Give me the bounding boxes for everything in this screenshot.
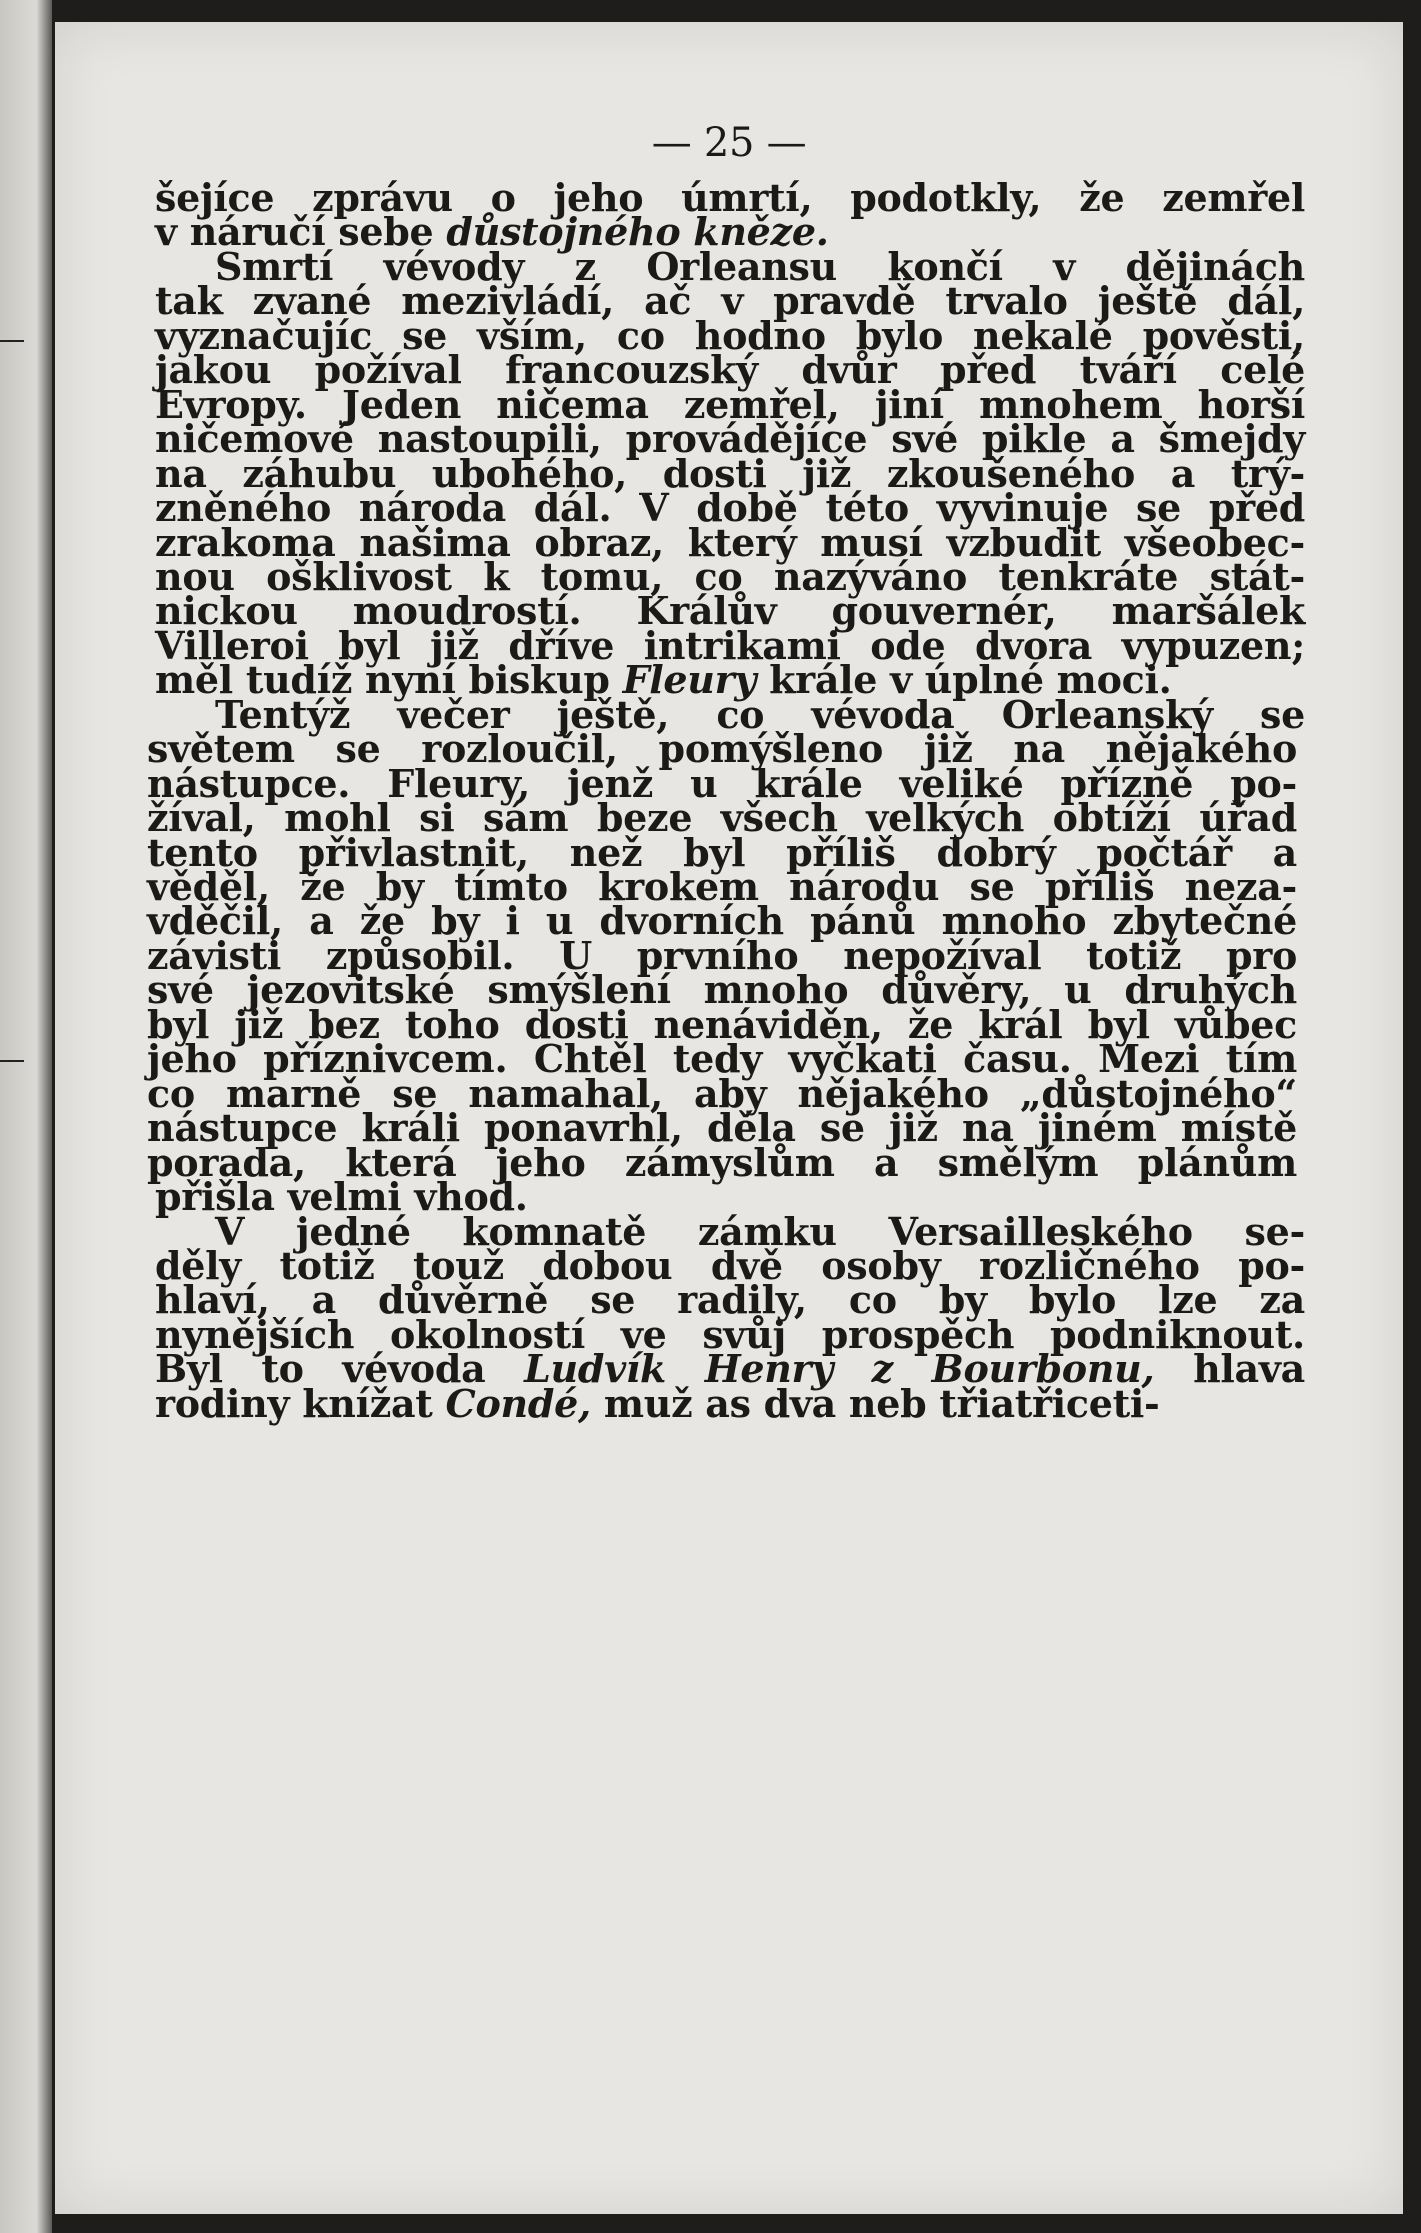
line-text: závisti způsobil. U prvního nepožíval totiž pro [147,933,1297,978]
text-line [155,1380,1305,1428]
line-text: V jedné komnatě zámku Versailleského se- [215,1209,1305,1254]
margin-mark [0,1060,24,1062]
italic-text: Fleury [622,657,757,702]
line-text: na záhubu ubohého, dosti již zkoušeného a trý- [155,451,1305,496]
line-text: nástupce králi ponavrhl, děla se již na jiném místě [147,1105,1297,1150]
line-text: hlava [1154,1346,1305,1391]
line-text: nástupce. Fleury, jenž u krále veliké přízně po- [147,761,1297,806]
line-text: nickou moudrostí. Králův gouvernér, maršálek [155,588,1305,633]
line-text: nou ošklivost k tomu, co nazýváno tenkráte stát- [155,554,1305,599]
line-text: své jezovitské smýšlení mnoho důvěry, u druhých [147,967,1297,1012]
previous-page-edge [0,0,52,2233]
line-text: Tentýž večer ještě, co vévoda Orleanský se [215,692,1305,737]
line-text: šejíce zprávu o jeho úmrtí, podotkly, že zemřel [155,175,1305,220]
line-text: tento přivlastnit, než byl příliš dobrý počtář a [147,830,1297,875]
line-text: zněného národa dál. V době této vyvinuje se před [155,485,1305,530]
page-number: — 25 — [651,120,807,166]
line-text: Evropy. Jeden ničema zemřel, jiní mnohem horší [155,382,1305,427]
line-text: vyznačujíc se vším, co hodno bylo nekalé pověsti, [155,313,1305,358]
italic-text: Ludvík Henry z Bourbonu, [524,1346,1155,1391]
line-text: krále v úplné moci. [756,657,1172,702]
line-text: Smrtí vévody z Orleansu končí v dějinách [215,244,1305,289]
line-text: hlaví, a důvěrně se radily, co by bylo lze za [155,1277,1305,1322]
line-text: muž as dva neb třiatřiceti- [590,1381,1160,1426]
line-text: nynějších okolností ve svůj prospěch podniknout. [155,1312,1305,1357]
line-text: měl tudíž nyní biskup [155,657,623,702]
line-text: ničemové nastoupili, provádějíce své pikle a šmejdy [155,416,1305,461]
line-text: přišla velmi vhod. [155,1174,528,1219]
line-text: byl již bez toho dosti nenáviděn, že král byl vůbec [147,1002,1297,1047]
italic-text: Condé, [445,1381,591,1426]
line-text: světem se rozloučil, pomýšleno již na nějakého [147,726,1297,771]
line-text: věděl, že by tímto krokem národu se příliš neza- [147,864,1297,909]
line-text: rodiny knížat [155,1381,446,1426]
line-text: žíval, mohl si sám beze všech velkých obtíží úřad [147,795,1297,840]
line-text: Villeroi byl již dříve intrikami ode dvora vypuzen; [155,623,1305,668]
book-page [55,22,1403,2214]
line-text: porada, která jeho zámyslům a smělým plánům [147,1140,1297,1185]
page-text [55,22,1403,2214]
italic-text: důstojného kněze. [446,209,829,254]
line-text: vděčil, a že by i u dvorních pánů mnoho zbytečné [147,898,1297,943]
margin-mark [0,340,24,342]
line-text: děly totiž touž dobou dvě osoby rozličného po- [155,1243,1305,1288]
line-text: jeho příznivcem. Chtěl tedy vyčkati času. Mezi tím [147,1036,1297,1081]
line-text: co marně se namahal, aby nějakého „důstojného“ [147,1071,1297,1116]
line-text: v náručí sebe [155,209,447,254]
line-text: Byl to vévoda [155,1346,525,1391]
line-text: zrakoma našima obraz, který musí vzbudit všeobec- [155,520,1305,565]
line-text: jakou požíval francouzský dvůr před tváří celé [155,347,1305,392]
line-text: tak zvané mezivládí, ač v pravdě trvalo ještě dál, [155,278,1305,323]
